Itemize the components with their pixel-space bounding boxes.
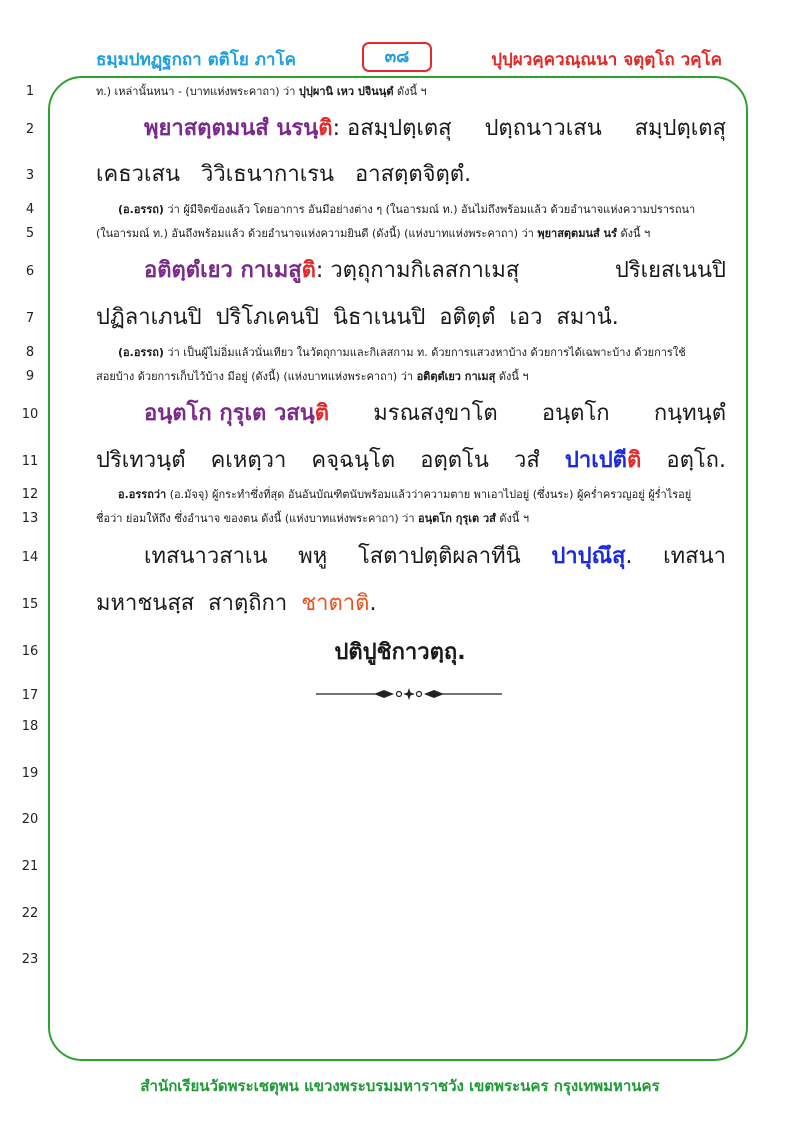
verse-line-7: ปฏิลาเภนปิ ปริโภเคนปิ นิธาเนนปิ อติตฺตํ เอว สมานํ. — [96, 305, 619, 330]
line-number: 4 — [25, 202, 35, 217]
translation-line-4: (อ.อรรถ) ว่า ผู้มีจิตข้องแล้ว โดยอาการ อันมีอย่างต่าง ๆ (ในอารมณ์ ท.) อันไม่ถึงพร้อมแล้ว ด้วยอำนาจแห่งความปรารถนา — [118, 203, 696, 216]
page-footer: สำนักเรียนวัดพระเชตุพน แขวงพระบรมมหาราชวัง เขตพระนคร กรุงเทพมหานคร — [140, 1077, 660, 1095]
line-number: 14 — [21, 550, 39, 565]
line-number: 3 — [25, 168, 35, 183]
line-number: 23 — [21, 952, 39, 967]
story-title: ปติปูชิกาวตฺถุ. — [334, 640, 466, 665]
line-number: 20 — [21, 812, 39, 827]
line-number: 11 — [21, 454, 39, 469]
line-number: 21 — [21, 859, 39, 874]
verse-keyword: อติตฺตํเยว กาเมสู — [144, 258, 302, 283]
verse-line-6: อติตฺตํเยว กาเมสูติ: วตฺถุกามกิเลสกาเมสุ ปริเยสเนนปิ — [144, 258, 726, 283]
line-number: 10 — [21, 407, 39, 422]
translation-line-12: อ.อรรถว่า (อ.มัจจุ) ผู้กระทำซึ่งที่สุด อันอันบัณฑิตนับพร้อมแล้วว่าความตาย พาเอาไปอยู่ (ซึ่งนระ) ผู้คร่ำครวญอยู่ ผู้ร่ำไรอยู่ — [118, 488, 692, 501]
line-number: 5 — [25, 226, 35, 241]
line-number: 6 — [25, 264, 35, 279]
line-number: 7 — [25, 311, 35, 326]
line-number: 16 — [21, 644, 39, 659]
line-number: 17 — [21, 688, 39, 703]
verse-line-2: พฺยาสตฺตมนสํ นรนฺติ: อสมฺปตฺเตสุ ปตฺถนาวเสน สมฺปตฺเตสุ — [144, 116, 726, 141]
line-number: 13 — [21, 511, 39, 526]
translation-line-13: ชื่อว่า ย่อมให้ถึง ซึ่งอำนาจ ของตน ดังนี้ (แห่งบาทแห่งพระคาถา) ว่า อนฺตโก กุรุเต วสํ ดังนี้ ฯ — [96, 512, 530, 525]
chapter-title: ปุปฺผวคฺควณฺณนา จตุตฺโถ วคฺโค — [491, 50, 722, 70]
page-number: ๓๘ — [362, 42, 432, 72]
line-number: 9 — [25, 369, 35, 384]
verse-keyword: อนฺตโก กุรุเต วสนฺ — [144, 401, 315, 426]
translation-line-1: ท.) เหล่านั้นหนา - (บาทแห่งพระคาถา) ว่า ปุปฺผานิ เหว ปจินนฺตํ ดังนี้ ฯ — [96, 85, 427, 98]
verse-line-3: เคธวเสน วิวิเธนากาเรน อาสตฺตจิตฺตํ. — [96, 162, 472, 187]
book-title: ธมฺมปทฏฺฐกถา ตติโย ภาโค — [96, 50, 296, 70]
verse-line-10: อนฺตโก กุรุเต วสนฺติ มรณสงฺขาโต อนฺตโก กนฺทนฺตํ — [144, 401, 726, 426]
line-number: 18 — [21, 719, 39, 734]
verse-keyword: ชาตาติ — [301, 591, 370, 616]
verse-keyword: ปาปุณึสุ — [551, 544, 626, 569]
line-number: 22 — [21, 906, 39, 921]
verse-keyword: พฺยาสตฺตมนสํ นรนฺ — [144, 116, 319, 141]
line-number: 12 — [21, 487, 39, 502]
verse-line-11: ปริเทวนฺตํ คเหตฺวา คจฺฉนฺโต อตฺตโน วสํ ปาเปตีติ อตฺโถ. — [96, 448, 726, 473]
line-number: 2 — [25, 122, 35, 137]
line-number: 8 — [25, 345, 35, 360]
verse-line-15: มหาชนสฺส สาตฺถิกา ชาตาติ. — [96, 591, 377, 616]
line-number: 15 — [21, 597, 39, 612]
line-number: 1 — [25, 84, 35, 99]
translation-line-8: (อ.อรรถ) ว่า เป็นผู้ไม่อิ่มแล้วนั่นเทียว ในวัตถุกามและกิเลสกาม ท. ด้วยการแสวงหาบ้าง ด้วยการได้เฉพาะบ้าง ด้วยการใช้ — [118, 346, 686, 359]
page-header — [0, 40, 800, 76]
line-number: 19 — [21, 766, 39, 781]
ornament-divider-icon — [314, 686, 504, 702]
verse-keyword: ปาเปตี — [564, 448, 627, 473]
verse-line-14: เทสนาวสาเน พหู โสตาปตฺติผลาทีนิ ปาปุณึสุ. เทสนา — [144, 544, 726, 569]
translation-line-5: (ในอารมณ์ ท.) อันถึงพร้อมแล้ว ด้วยอำนาจแห่งความยินดี (ดังนี้) (แห่งบาทแห่งพระคาถา) ว่า พฺยาสตฺตมนสํ นรํ ดังนี้ ฯ — [96, 227, 651, 240]
translation-line-9: สอยบ้าง ด้วยการเก็บไว้บ้าง มีอยู่ (ดังนี้) (แห่งบาทแห่งพระคาถา) ว่า อติตฺตํเยว กาเมสุ ดังนี้ ฯ — [96, 370, 529, 383]
